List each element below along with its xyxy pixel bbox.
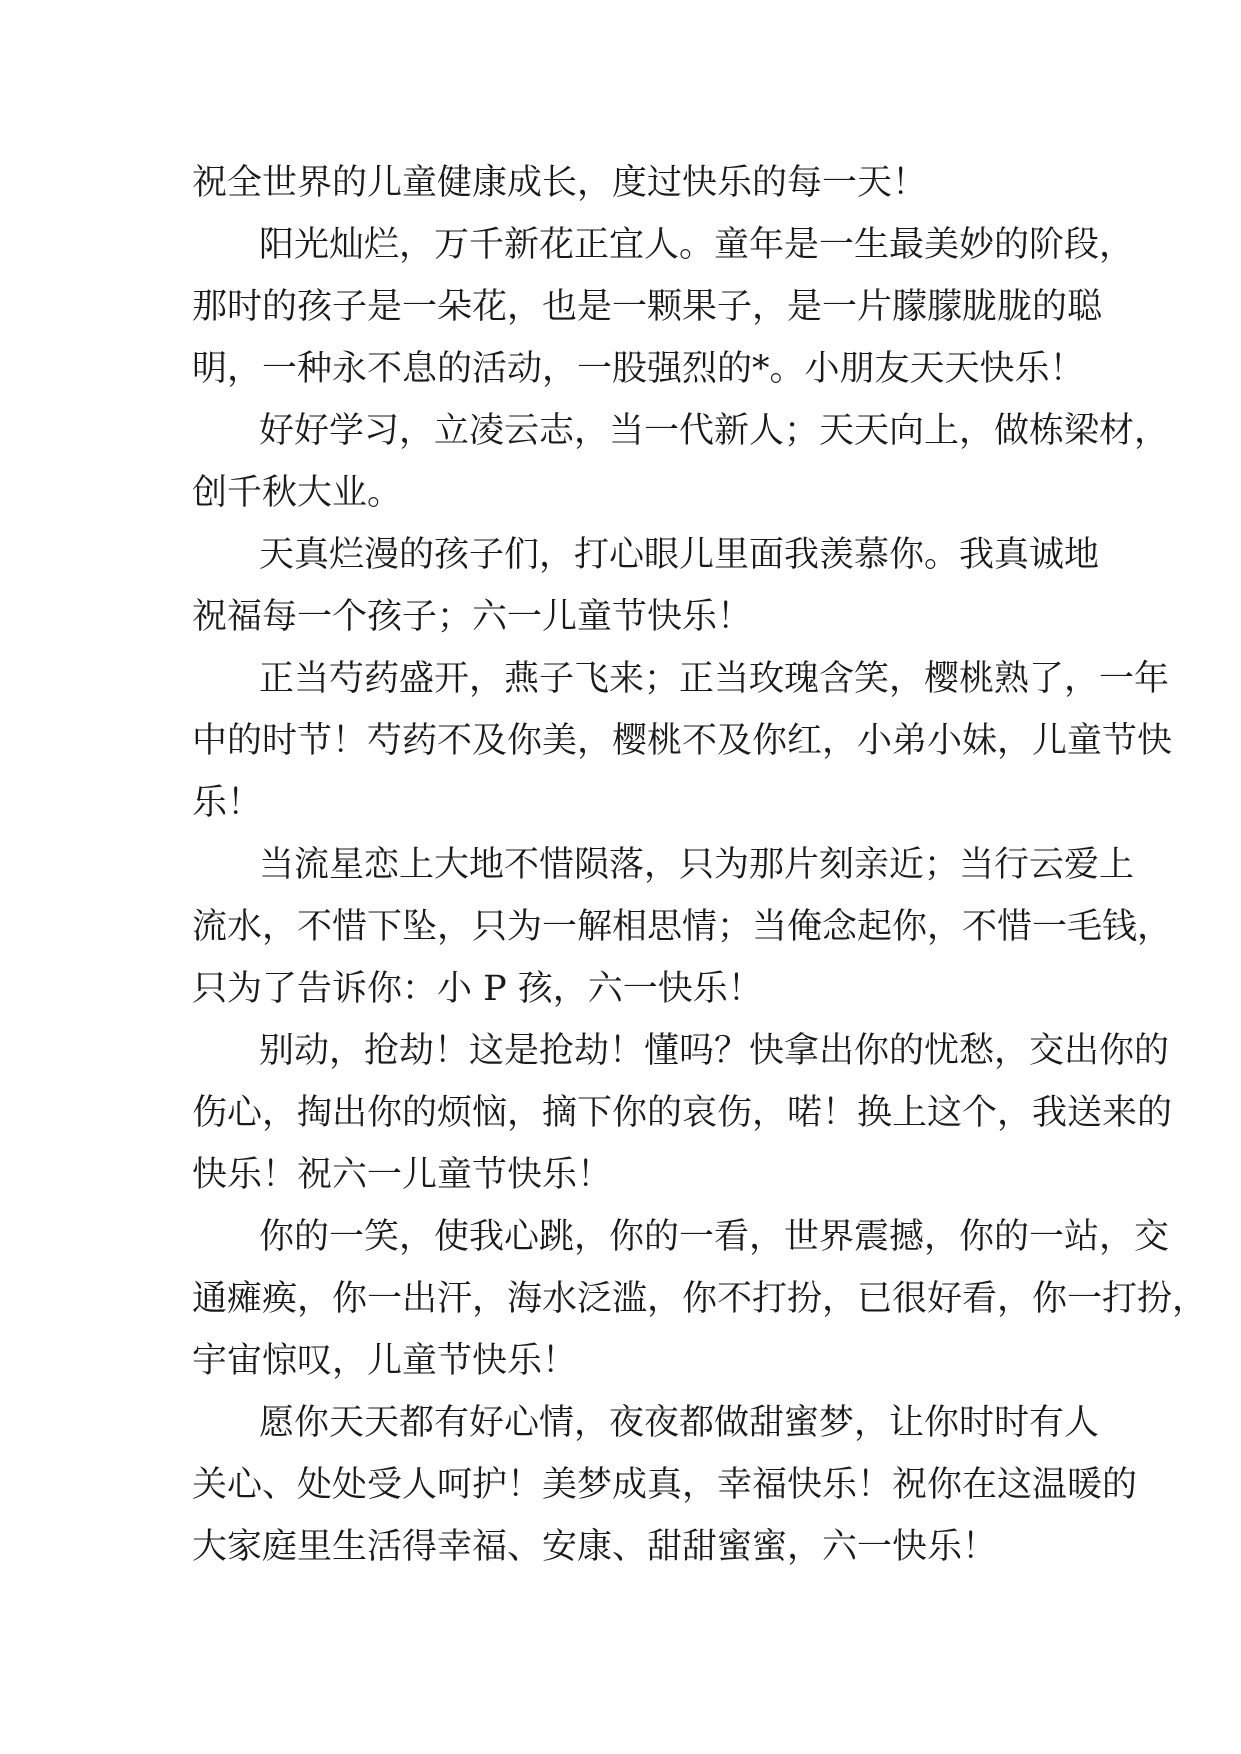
paragraph-first-line: 愿你天天都有好心情，夜夜都做甜蜜梦，让你时时有人 [259,1403,1100,1443]
text-line: 明，一种永不息的活动，一股强烈的*。小朋友天天快乐！ [192,349,1085,389]
paragraph-first-line: 正当芍药盛开，燕子飞来；正当玫瑰含笑，樱桃熟了，一年 [259,659,1170,699]
text-line: 祝福每一个孩子；六一儿童节快乐！ [192,597,753,637]
text-line: 通瘫痪，你一出汗，海水泛滥，你不打扮，已很好看，你一打扮， [192,1279,1208,1319]
document-body [192,152,1208,1578]
text-line: 乐！ [192,783,263,823]
text-line: 只为了告诉你：小 P 孩，六一快乐！ [192,969,763,1009]
text-line: 伤心，掏出你的烦恼，摘下你的哀伤，喏！换上这个，我送来的 [192,1093,1173,1133]
text-line: 祝全世界的儿童健康成长，度过快乐的每一天！ [192,163,928,203]
paragraph-first-line: 天真烂漫的孩子们，打心眼儿里面我羡慕你。我真诚地 [259,535,1100,575]
paragraph-first-line: 当流星恋上大地不惜陨落，只为那片刻亲近；当行云爱上 [259,845,1135,885]
paragraph-first-line: 别动，抢劫！这是抢劫！懂吗？快拿出你的忧愁，交出你的 [259,1031,1170,1071]
paragraph-first-line: 阳光灿烂，万千新花正宜人。童年是一生最美妙的阶段， [259,225,1135,265]
text-line: 中的时节！芍药不及你美，樱桃不及你红，小弟小妹，儿童节快 [192,721,1173,761]
text-line: 快乐！祝六一儿童节快乐！ [192,1155,613,1195]
text-line: 创千秋大业。 [192,473,403,513]
text-line: 流水，不惜下坠，只为一解相思情；当俺念起你，不惜一毛钱， [192,907,1173,947]
paragraph-first-line: 你的一笑，使我心跳，你的一看，世界震撼，你的一站，交 [259,1217,1170,1257]
paragraph-first-line: 好好学习，立凌云志，当一代新人；天天向上，做栋梁材， [259,411,1170,451]
text-line: 宇宙惊叹，儿童节快乐！ [192,1341,578,1381]
text-line: 大家庭里生活得幸福、安康、甜甜蜜蜜，六一快乐！ [192,1527,998,1567]
text-line: 那时的孩子是一朵花，也是一颗果子，是一片朦朦胧胧的聪 [192,287,1103,327]
text-line: 关心、处处受人呵护！美梦成真，幸福快乐！祝你在这温暖的 [192,1465,1138,1505]
